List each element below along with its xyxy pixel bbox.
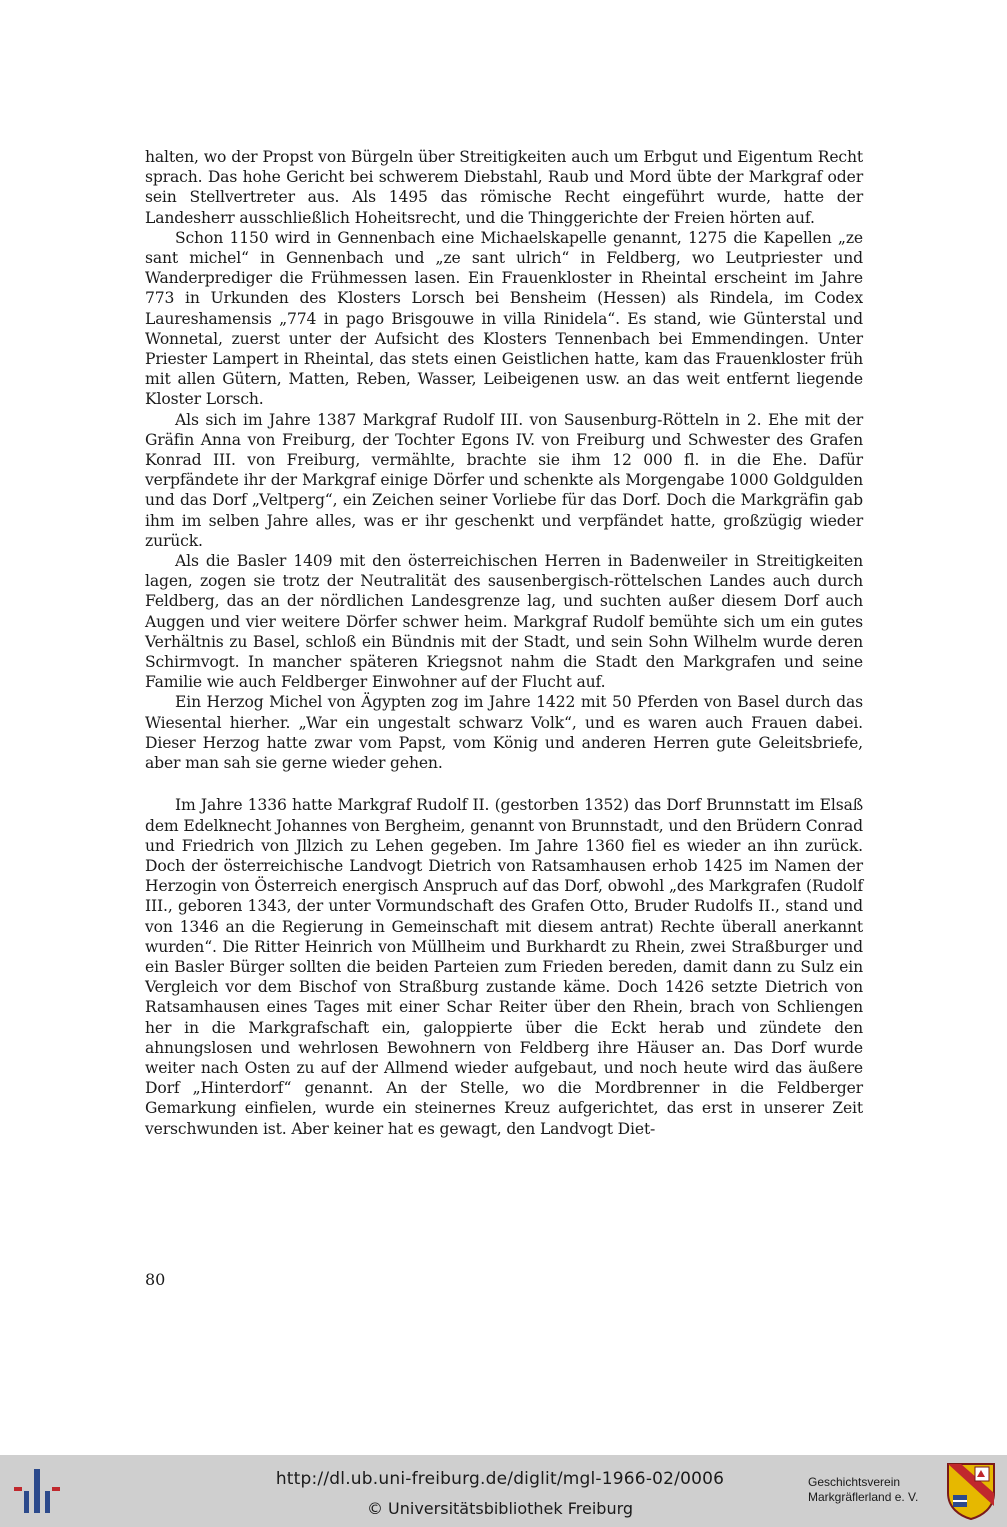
paragraph: halten, wo der Propst von Bürgeln über Streitigkeiten auch um Erbgut und Eigentum Recht sprach. Das hohe Gericht bei schwerem Diebstahl, Raub und Mord übte der Markgraf oder sein Stellvertreter aus. Als 1495 das römische Recht eingeführt wurde, hatte der Landesherr ausschließlich Hoheitsrecht, und die Thinggerichte der Freien hörten auf. bbox=[145, 148, 863, 227]
coat-of-arms-icon bbox=[945, 1461, 997, 1521]
society-line-1: Geschichtsverein bbox=[808, 1475, 901, 1489]
paragraph: Schon 1150 wird in Gennenbach eine Michaelskapelle genannt, 1275 die Kapellen „ze sant michel“ in Gennenbach und „ze sant ulrich“ in Feldberg, wo Leutpriester und Wanderprediger die Frühmessen lasen. Ein Frauenkloster in Rheintal erscheint im Jahre 773 in Urkunden des Klosters Lorsch bei Bensheim (Hessen) als Rindela, im Codex Laureshamensis „774 in pago Brisgouwe in villa Rinidela“. Es stand, wie Günterstal und Wonnetal, zuerst unter der Aufsicht des Klosters Tennenbach bei Emmendingen. Unter Priester Lampert in Rheintal, das stets einen Geistlichen hatte, kam das Frauenkloster früh mit allen Gütern, Matten, Reben, Wasser, Leibeigenen usw. an das weit entfernt liegende Kloster Lorsch. bbox=[145, 228, 863, 409]
body-text bbox=[145, 147, 863, 1139]
viewer-footer bbox=[0, 1455, 1007, 1527]
society-line-2: Markgräflerland e. V. bbox=[808, 1490, 919, 1504]
document-url-link[interactable]: http://dl.ub.uni-freiburg.de/diglit/mgl-1966-02/0006 bbox=[275, 1469, 725, 1489]
paragraph: Als sich im Jahre 1387 Markgraf Rudolf III. von Sausenburg-Rötteln in 2. Ehe mit der Gräfin Anna von Freiburg, der Tochter Egons IV. von Freiburg und Schwester des Grafen Konrad III. von Freiburg, vermählte, brachte sie ihm 12 000 fl. in die Ehe. Dafür verpfändete ihr der Markgraf einige Dörfer und schenkte als Morgengabe 1000 Goldgulden und das Dorf „Veltperg“, ein Zeichen seiner Vorliebe für das Dorf. Doch die Markgräfin gab ihm im selben Jahre alles, was er ihr geschenkt und verpfändet hatte, großzügig wieder zurück. bbox=[145, 410, 863, 550]
section-gap bbox=[145, 773, 863, 795]
library-logo-icon bbox=[12, 1465, 64, 1517]
copyright-notice: © Universitätsbibliothek Freiburg bbox=[366, 1499, 634, 1518]
paragraph: Im Jahre 1336 hatte Markgraf Rudolf II. (gestorben 1352) das Dorf Brunnstatt im Elsaß dem Edelknecht Johannes von Bergheim, genannt von Brunnstadt, und den Brüdern Conrad und Friedrich von Jllzich zu Lehen gegeben. Im Jahre 1360 fiel es wieder an ihn zurück. Doch der österreichische Landvogt Dietrich von Ratsamhausen erhob 1425 im Namen der Herzogin von Österreich energisch Anspruch auf das Dorf, obwohl „des Markgrafen (Rudolf III., geboren 1343, der unter Vormundschaft des Grafen Otto, Bruder Rudolfs II., stand und von 1346 an die Regierung in Gemeinschaft mit diesem antrat) Rechte überall anerkannt wurden“. Die Ritter Heinrich von Müllheim und Burkhardt zu Rhein, zwei Straßburger und ein Basler Bürger sollten die beiden Parteien zum Frieden bereden, damit dann zu Sulz ein Vergleich vor dem Bischof von Straßburg zustande käme. Doch 1426 setzte Dietrich von Ratsamhausen eines Tages mit einer Schar Reiter über den Rhein, brach von Schliengen her in die Markgrafschaft ein, galoppierte über die Eckt herab und zündete den ahnungslosen und wehrlosen Bewohnern von Feldberg ihre Häuser an. Das Dorf wurde weiter nach Osten zu auf der Allmend wieder aufgebaut, und noch heute wird das äußere Dorf „Hinterdorf“ genannt. An der Stelle, wo die Mordbrenner in die Feldberger Gemarkung einfielen, wurde ein steinernes Kreuz aufgerichtet, das erst in unserer Zeit verschwunden ist. Aber keiner hat es gewagt, den Landvogt Diet- bbox=[145, 796, 863, 1138]
paragraph: Ein Herzog Michel von Ägypten zog im Jahre 1422 mit 50 Pferden von Basel durch das Wiesental hierher. „War ein ungestalt schwarz Volk“, und es waren auch Frauen dabei. Dieser Herzog hatte zwar vom Papst, vom König und anderen Herren gute Geleitsbriefe, aber man sah sie gerne wieder gehen. bbox=[145, 693, 863, 773]
society-name bbox=[808, 1475, 944, 1505]
paragraph: Als die Basler 1409 mit den österreichischen Herren in Badenweiler in Streitigkeiten lagen, zogen sie trotz der Neutralität des sausenbergisch-röttelschen Landes auch durch Feldberg, das an der nördlichen Landesgrenze lag, und suchten außer diesem Dorf auch Auggen und vier weitere Dörfer schwer heim. Markgraf Rudolf bemühte sich um ein gutes Verhältnis zu Basel, schloß ein Bündnis mit der Stadt, und sein Sohn Wilhelm wurde deren Schirmvogt. In mancher späteren Kriegsnot nahm die Stadt den Markgrafen und seine Familie wie auch Feldberger Einwohner auf der Flucht auf. bbox=[145, 552, 863, 692]
page-number: 80 bbox=[145, 1270, 166, 1289]
